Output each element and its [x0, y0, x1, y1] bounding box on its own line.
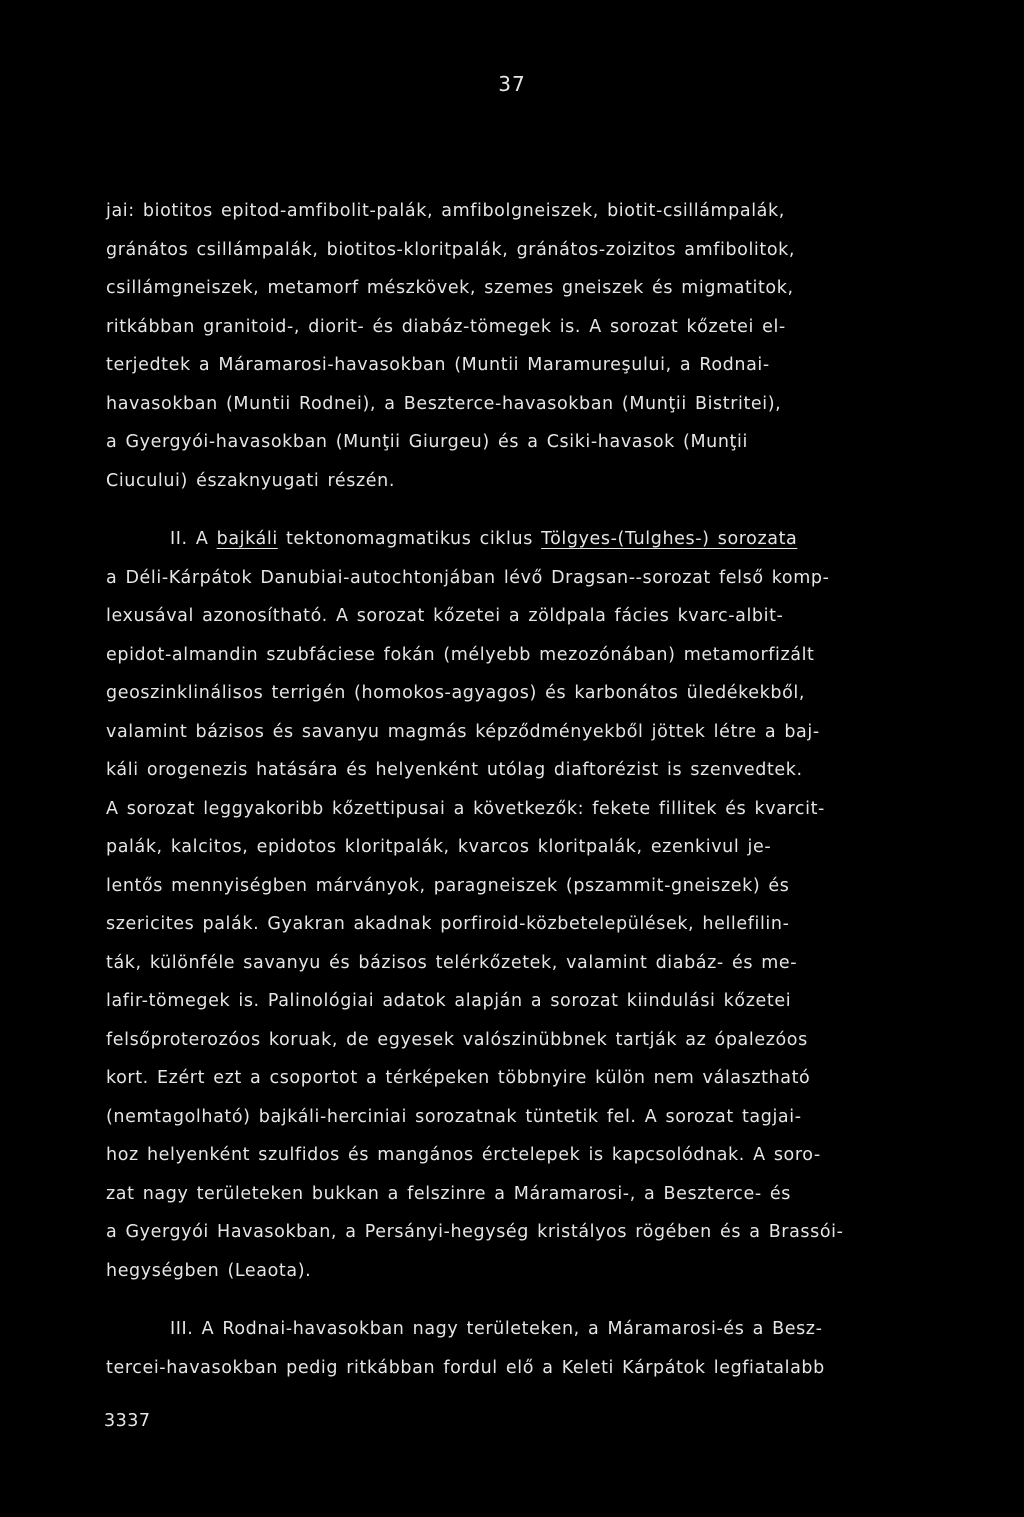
underlined-term: Tölgyes-(Tulghes-) sorozata: [541, 529, 798, 549]
text-line: szericites palák. Gyakran akadnak porfiroid-közbetelepülések, hellefilin-: [106, 914, 790, 934]
text-line: epidot-almandin szubfáciese fokán (mélyebb mezozónában) metamorfizált: [106, 644, 815, 665]
section-numeral: II.: [170, 529, 188, 549]
text-line: lentős mennyiségben márványok, paragneiszek (pszammit-gneiszek) és: [106, 875, 790, 896]
text-line: gránátos csillámpalák, biotitos-kloritpalák, gránátos-zoizitos amfibolitok,: [106, 239, 796, 260]
paragraph-gap: [106, 1290, 906, 1310]
text-line: geoszinklinálisos terrigén (homokos-agyagos) és karbonátos üledékekből,: [106, 683, 806, 703]
text-line: havasokban (Muntii Rodnei), a Beszterce-havasokban (Munţii Bistritei),: [106, 393, 782, 414]
underlined-term: bajkáli: [216, 529, 278, 549]
text-line: a Gyergyói Havasokban, a Persányi-hegység kristályos rögében és a Brassói-: [106, 1222, 844, 1242]
text-line: lafir-tömegek is. Palinológiai adatok alapján a sorozat kiindulási kőzetei: [106, 991, 792, 1011]
section-heading-line: [106, 520, 906, 559]
section-lead-text: tektonomagmatikus ciklus: [285, 529, 533, 549]
text-line: hegységben (Leaota).: [106, 1260, 312, 1281]
text-line: kort. Ezért ezt a csoportot a térképeken többnyire külön nem választható: [106, 1068, 811, 1088]
text-line: A sorozat leggyakoribb kőzettipusai a következők: fekete fillitek és kvarcit-: [106, 798, 825, 819]
text-line: Ciucului) északnyugati részén.: [106, 470, 395, 491]
text-line: ritkábban granitoid-, diorit- és diabáz-tömegek is. A sorozat kőzetei el-: [106, 316, 786, 337]
text-line: zat nagy területeken bukkan a felszinre a Máramarosi-, a Beszterce- és: [106, 1183, 791, 1204]
paragraph-gap: [106, 500, 906, 520]
text-line: palák, kalcitos, epidotos kloritpalák, kvarcos kloritpalák, ezenkivul je-: [106, 837, 772, 857]
body-text: [106, 192, 906, 1387]
text-line: lexusával azonosítható. A sorozat kőzetei a zöldpala fácies kvarc-albit-: [106, 606, 784, 626]
section-lead-text: A: [195, 529, 209, 549]
text-line: valamint bázisos és savanyu magmás képződményekből jöttek létre a baj-: [106, 721, 820, 742]
footer-code: 3337: [104, 1411, 151, 1431]
text-line: ták, különféle savanyu és bázisos telérkőzetek, valamint diabáz- és me-: [106, 952, 798, 973]
page-number: 37: [498, 72, 526, 96]
text-line: terjedtek a Máramarosi-havasokban (Muntii Maramureşului, a Rodnai-: [106, 355, 770, 375]
text-line: káli orogenezis hatására és helyenként utólag diaftorézist is szenvedtek.: [106, 760, 803, 780]
text-line: felsőproterozóos koruak, de egyesek valószinübbnek tartják az ópalezóos: [106, 1029, 808, 1050]
text-line: (nemtagolható) bajkáli-herciniai sorozatnak tüntetik fel. A sorozat tagjai-: [106, 1106, 802, 1127]
text-line: hoz helyenként szulfidos és mangános érctelepek is kapcsolódnak. A soro-: [106, 1145, 821, 1165]
text-line: csillámgneiszek, metamorf mészkövek, szemes gneiszek és migmatitok,: [106, 278, 794, 298]
text-line: a Déli-Kárpátok Danubiai-autochtonjában lévő Dragsan--sorozat felső komp-: [106, 567, 830, 588]
text-line: jai: biotitos epitod-amfibolit-palák, amfibolgneiszek, biotit-csillámpalák,: [106, 201, 785, 221]
text-line: tercei-havasokban pedig ritkábban fordul elő a Keleti Kárpátok legfiatalabb: [106, 1357, 825, 1378]
text-line: a Gyergyói-havasokban (Munţii Giurgeu) és a Csiki-havasok (Munţii: [106, 432, 748, 452]
section-heading-line: III. A Rodnai-havasokban nagy területeken, a Máramarosi-és a Besz-: [170, 1319, 823, 1339]
